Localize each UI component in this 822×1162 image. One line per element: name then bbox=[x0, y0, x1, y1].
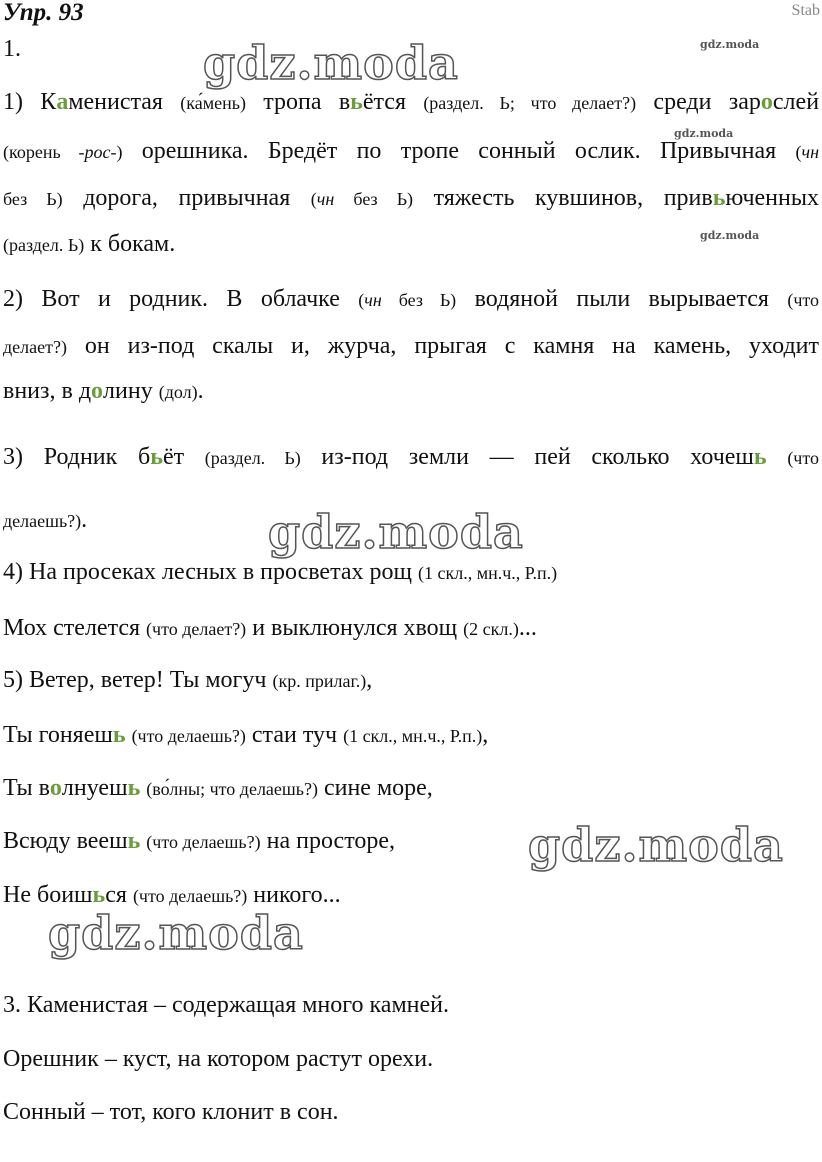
text-segment: он из-под скалы и, журча, прыгая с камня на камень, уходит bbox=[66, 333, 819, 359]
watermark-small: gdz.moda bbox=[674, 127, 734, 140]
annotation-text: (раздел. Ь) bbox=[204, 448, 301, 468]
text-segment: . bbox=[197, 378, 204, 404]
paragraph-1-line-4 bbox=[3, 229, 819, 260]
highlighted-letter: ь bbox=[712, 185, 726, 211]
text-segment: менистая bbox=[68, 89, 181, 115]
definition-line-2: Орешник – куст, на котором растут орехи. bbox=[3, 1046, 434, 1072]
text-segment: Ты в bbox=[3, 775, 50, 801]
text-segment: тропа в bbox=[245, 89, 351, 115]
text-segment: и выклюнулся хвощ bbox=[246, 615, 464, 641]
text-segment: лину bbox=[103, 378, 159, 404]
highlighted-letter: ь bbox=[350, 89, 363, 115]
text-segment: водяной пыли вырывается bbox=[456, 286, 788, 312]
text-segment: на просторе, bbox=[260, 828, 396, 854]
text-segment: 2) Вот и родник. В облачке bbox=[3, 286, 359, 312]
section-number: 1. bbox=[3, 36, 21, 62]
definition-line-3: Сонный – тот, кого клонит в сон. bbox=[3, 1099, 339, 1125]
text-segment: . bbox=[81, 507, 88, 533]
paragraph-1-line-2 bbox=[3, 136, 819, 167]
paragraph-1-line-1 bbox=[3, 87, 819, 118]
corner-mark: Stab bbox=[791, 2, 820, 19]
text-segment: , bbox=[482, 722, 489, 748]
annotation-text: чн bbox=[316, 189, 335, 209]
text-segment: орешника. Бредёт по тропе сонный ослик. Привычная bbox=[122, 138, 796, 164]
annotation-text: (2 скл.) bbox=[463, 619, 519, 639]
paragraph-3-line-1 bbox=[3, 442, 819, 473]
exercise-title: Упр. 93 bbox=[3, 0, 84, 26]
paragraph-1-line-3 bbox=[3, 183, 819, 214]
text-segment: среди зар bbox=[636, 89, 761, 115]
highlighted-letter: ь bbox=[112, 722, 126, 748]
text-segment: дорога, привычная bbox=[62, 185, 311, 211]
paragraph-2-line-3 bbox=[3, 376, 819, 407]
annotation-text: ( bbox=[358, 290, 365, 310]
annotation-text: ( bbox=[795, 142, 802, 162]
annotation-text: -рос- bbox=[78, 142, 117, 162]
annotation-text: чн bbox=[364, 290, 382, 310]
annotation-text: (корень bbox=[3, 142, 79, 162]
highlighted-letter: ь bbox=[127, 775, 141, 801]
paragraph-4-line-2 bbox=[3, 613, 819, 644]
annotation-text: делаешь?) bbox=[3, 511, 82, 531]
annotation-text: (что делаешь?) bbox=[146, 832, 261, 852]
text-segment: юченных bbox=[725, 185, 819, 211]
text-segment: тяжесть кувшинов, прив bbox=[413, 185, 713, 211]
annotation-text: (ка́мень) bbox=[180, 93, 246, 113]
annotation-text: делает?) bbox=[3, 337, 67, 357]
annotation-text: (что делает?) bbox=[146, 619, 247, 639]
paragraph-2-line-2 bbox=[3, 331, 819, 362]
highlighted-letter: о bbox=[49, 775, 62, 801]
annotation-text: (во́лны; что делаешь?) bbox=[146, 779, 318, 799]
text-segment: ся bbox=[105, 882, 133, 908]
watermark-small: gdz.moda bbox=[700, 38, 760, 51]
annotation-text: (1 скл., мн.ч., Р.п.) bbox=[343, 726, 483, 746]
annotation-text: (дол) bbox=[158, 382, 198, 402]
annotation-text: (раздел. Ь; что делает?) bbox=[423, 93, 637, 113]
poem-line-3 bbox=[3, 773, 819, 804]
text-segment: 1) К bbox=[3, 89, 57, 115]
text-segment: ... bbox=[518, 615, 537, 641]
paragraph-4-line-1 bbox=[3, 557, 819, 588]
paragraph-2-line-1 bbox=[3, 284, 819, 315]
text-segment: Не боиш bbox=[3, 882, 93, 908]
text-segment: никого... bbox=[247, 882, 341, 908]
text-segment: стаи туч bbox=[245, 722, 344, 748]
definition-line-1: 3. Каменистая – содержащая много камней. bbox=[3, 992, 449, 1018]
watermark-small: gdz.moda bbox=[700, 229, 760, 242]
highlighted-letter: о bbox=[91, 378, 104, 404]
watermark-large: gdz.moda bbox=[48, 906, 304, 960]
text-segment: Ты гоняеш bbox=[3, 722, 113, 748]
text-segment bbox=[767, 444, 788, 470]
annotation-text: (что bbox=[787, 290, 820, 310]
text-segment: , bbox=[366, 667, 373, 693]
text-segment: Мох стелется bbox=[3, 615, 147, 641]
text-segment: слей bbox=[772, 89, 820, 115]
text-segment: Всюду вееш bbox=[3, 828, 128, 854]
annotation-text: (1 скл., мн.ч., Р.п.) bbox=[418, 563, 558, 583]
poem-line-1 bbox=[3, 665, 819, 696]
text-segment: 4) На просеках лесных в просветах рощ bbox=[3, 559, 418, 585]
annotation-text: ( bbox=[310, 189, 317, 209]
annotation-text: (что делаешь?) bbox=[131, 726, 246, 746]
text-segment: ёт bbox=[162, 444, 205, 470]
annotation-text: ) bbox=[116, 142, 123, 162]
text-segment: сине море, bbox=[317, 775, 433, 801]
annotation-text: без Ь) bbox=[334, 189, 414, 209]
text-segment: к бокам. bbox=[84, 231, 176, 257]
highlighted-letter: ь bbox=[150, 444, 163, 470]
highlighted-letter: а bbox=[56, 89, 69, 115]
poem-line-2 bbox=[3, 720, 819, 751]
annotation-text: (что делаешь?) bbox=[132, 886, 248, 906]
text-segment: 5) Ветер, ветер! Ты могуч bbox=[3, 667, 273, 693]
annotation-text: (кр. прилаг.) bbox=[272, 671, 367, 691]
annotation-text: (раздел. Ь) bbox=[3, 235, 85, 255]
annotation-text: чн bbox=[801, 142, 820, 162]
annotation-text: без Ь) bbox=[3, 189, 63, 209]
watermark-large: gdz.moda bbox=[203, 36, 459, 90]
watermark-large: gdz.moda bbox=[268, 505, 524, 559]
highlighted-letter: ь bbox=[753, 444, 767, 470]
annotation-text: без Ь) bbox=[381, 290, 457, 310]
text-segment: из-под земли — пей сколько хочеш bbox=[300, 444, 754, 470]
highlighted-letter: ь bbox=[127, 828, 141, 854]
text-segment: ётся bbox=[362, 89, 424, 115]
highlighted-letter: о bbox=[760, 89, 773, 115]
annotation-text: (что bbox=[787, 448, 819, 468]
text-segment: лнуеш bbox=[61, 775, 128, 801]
text-segment: вниз, в д bbox=[3, 378, 92, 404]
highlighted-letter: ь bbox=[92, 882, 106, 908]
watermark-large: gdz.moda bbox=[528, 818, 784, 872]
text-segment: 3) Родник б bbox=[3, 444, 151, 470]
